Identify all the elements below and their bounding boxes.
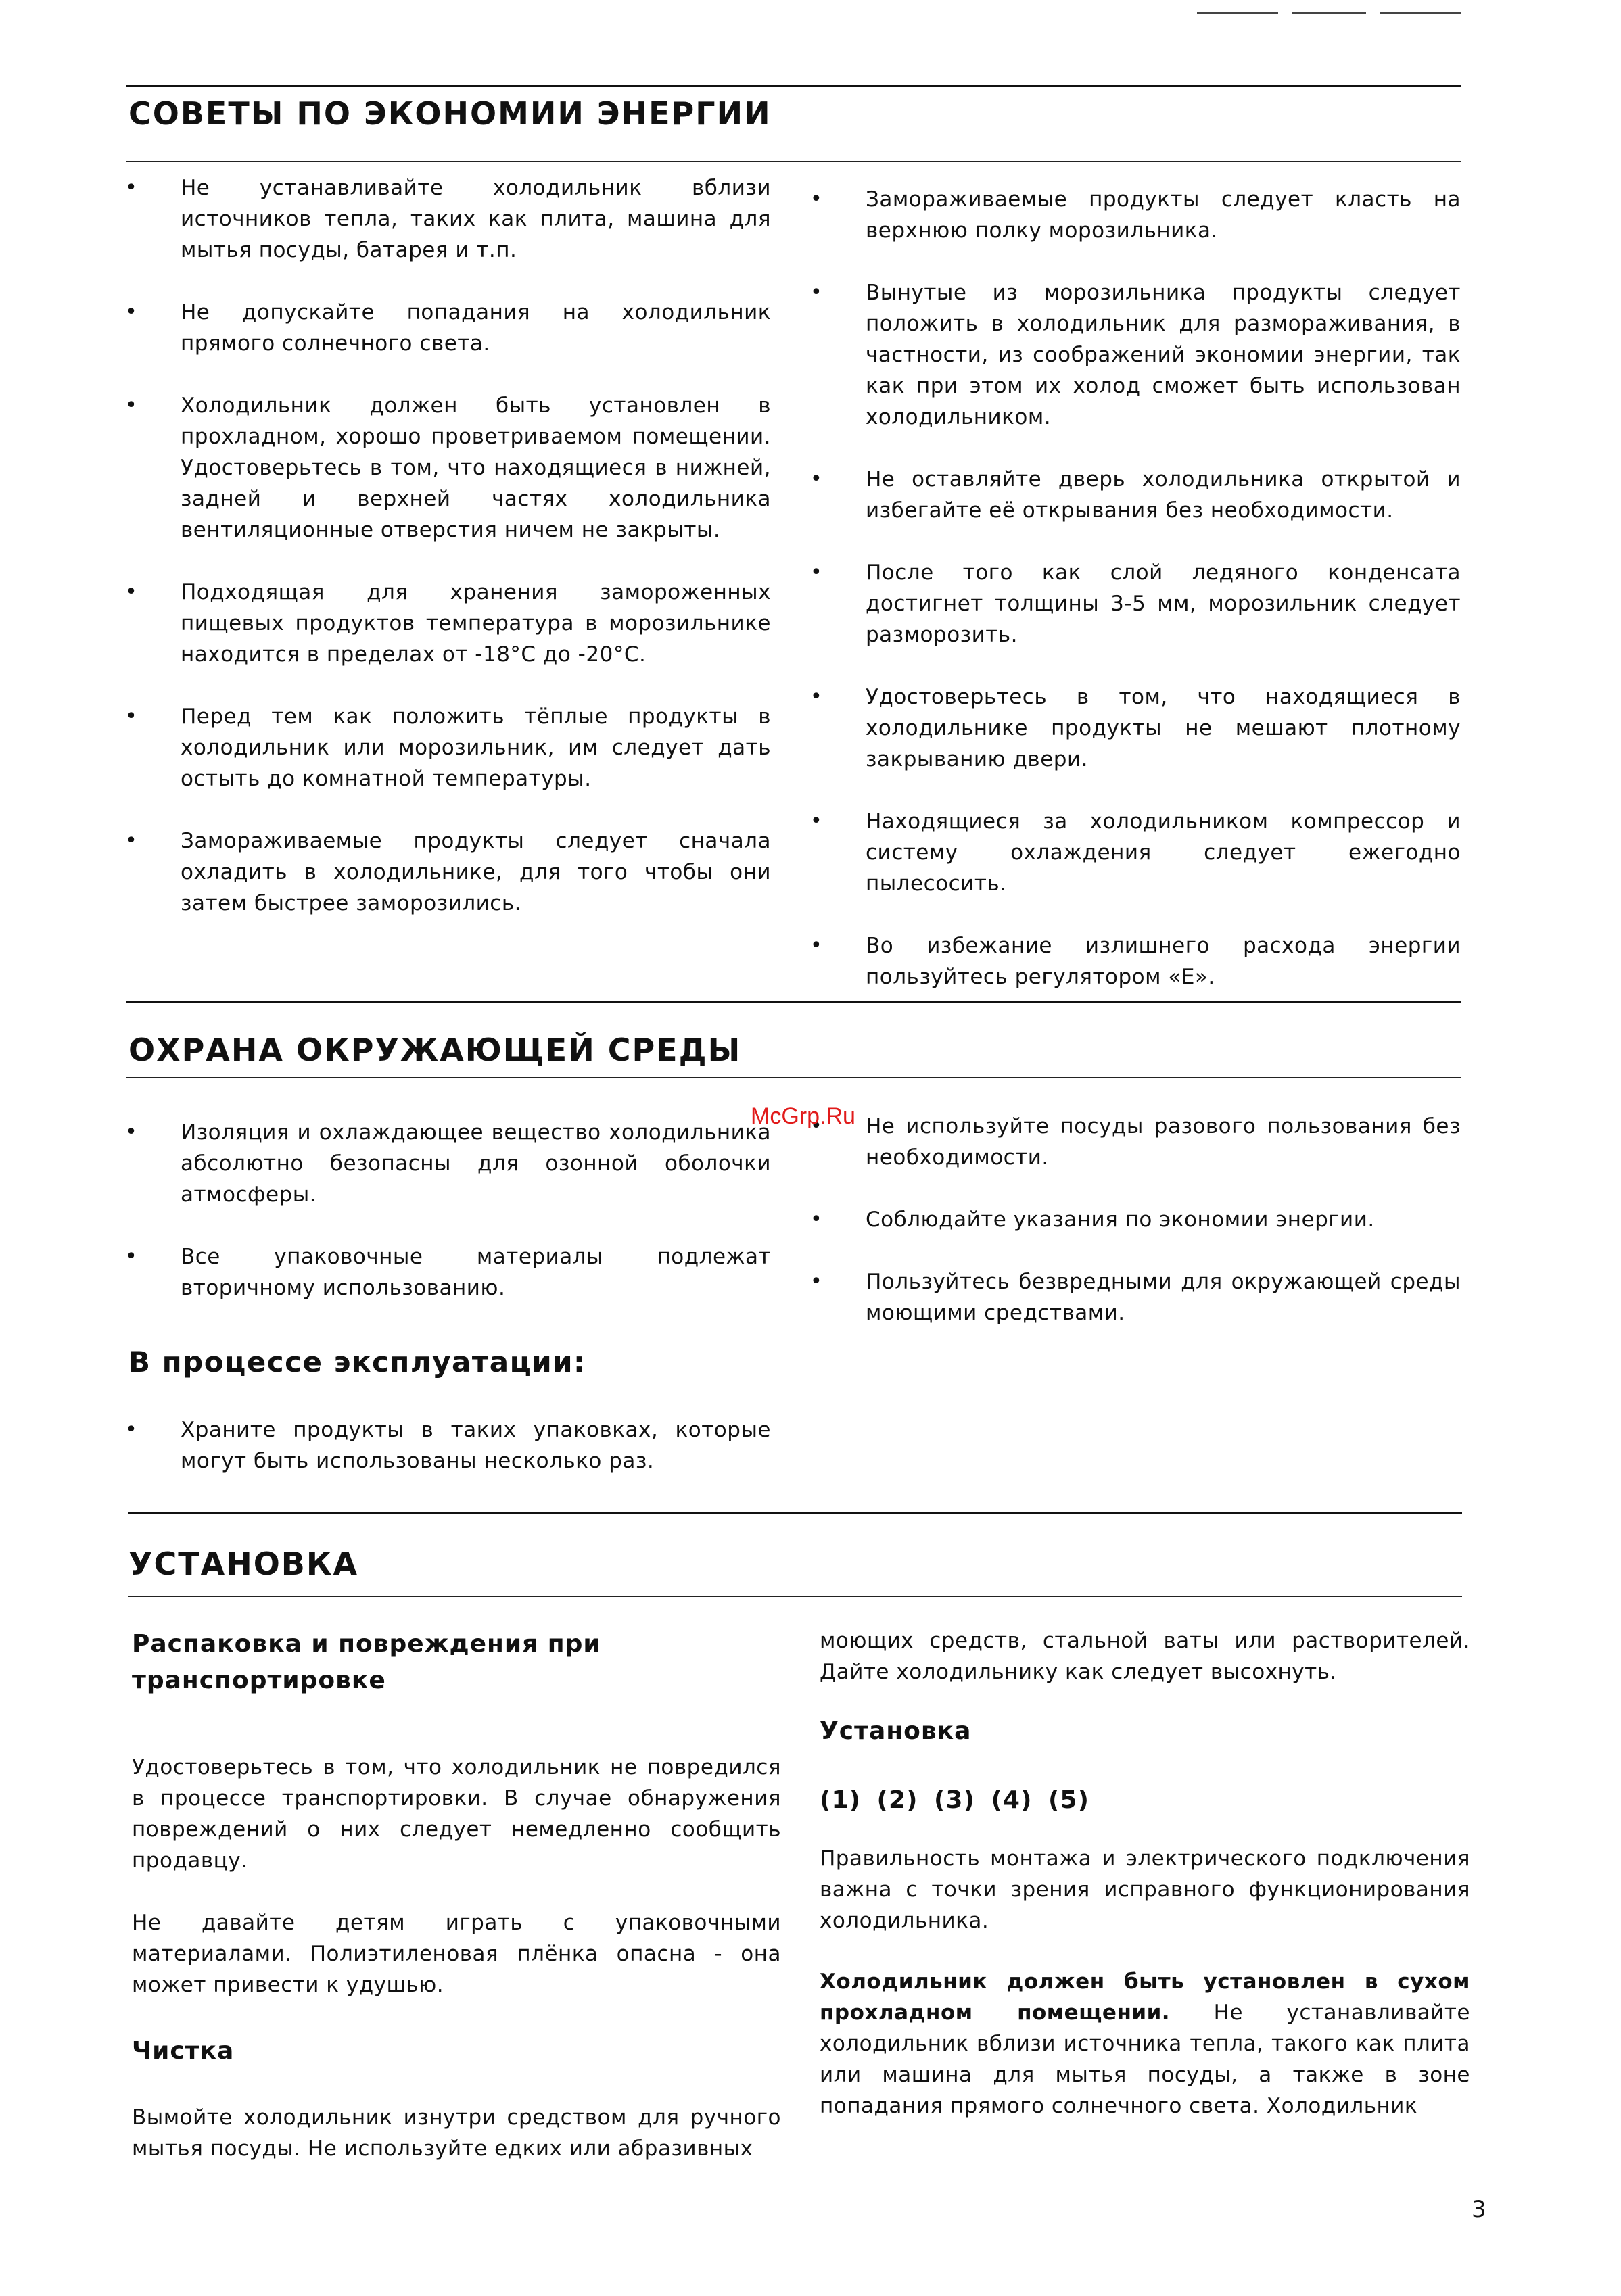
watermark: McGrp.Ru (751, 1103, 855, 1129)
install-left-column (132, 1626, 781, 2164)
list-item: • Не оставляйте дверь холодильника открытой и избегайте её открывания без необходимости. (810, 464, 1461, 526)
list-item: • Подходящая для хранения замороженных пищевых продуктов температура в морозильнике находится в пределах от -18°С до -20°С. (125, 577, 771, 670)
install-right-column (820, 1625, 1470, 2122)
list-item: • После того как слой ледяного конденсата достигнет толщины 3-5 мм, морозильник следует разморозить. (810, 557, 1461, 650)
list-item: • Холодильник должен быть установлен в прохладном, хорошо проветриваемом помещении. Удостоверьтесь в том, что находящиеся в нижней, задней и верхней частях холодильника вентиляционные отверстия ничем не закрыты. (125, 390, 771, 546)
list-item: • Все упаковочные материалы подлежат вторичному использованию. (125, 1241, 771, 1304)
figure-references: (1) (2) (3) (4) (5) (820, 1786, 1089, 1814)
corner-mark (1197, 12, 1278, 14)
operation-column (125, 1414, 771, 1477)
environment-right-list (810, 1111, 1461, 1329)
corner-mark (1292, 12, 1366, 14)
page-number: 3 (1472, 2196, 1486, 2223)
cleaning-paragraph: Вымойте холодильник изнутри средством для ручного мытья посуды. Не используйте едких или абразивных (132, 2105, 781, 2161)
list-item: • Во избежание излишнего расхода энергии пользуйтесь регулятором «Е». (810, 930, 1461, 992)
environment-section-title: ОХРАНА ОКРУЖАЮЩЕЙ СРЕДЫ (128, 1032, 742, 1068)
list-item: • Пользуйтесь безвредными для окружающей среды моющими средствами. (810, 1266, 1461, 1329)
cleaning-subtitle: Чистка (132, 2037, 235, 2065)
section-rule-bottom (126, 1077, 1461, 1078)
section-rule-top (128, 1512, 1462, 1514)
setup-paragraph-2 (820, 1966, 1470, 2122)
list-item: • Соблюдайте указания по экономии энергии. (810, 1204, 1461, 1235)
setup-paragraph-1: Правильность монтажа и электрического подключения важна с точки зрения исправного функционирования холодильника. (820, 1846, 1470, 1933)
operation-list (125, 1414, 771, 1477)
cleaning-paragraph-continued: моющих средств, стальной ваты или растворителей. Дайте холодильнику как следует высохнуть. (820, 1629, 1470, 1684)
list-item: • Не допускайте попадания на холодильник прямого солнечного света. (125, 297, 771, 359)
energy-right-column (810, 184, 1461, 992)
list-item: • Вынутые из морозильника продукты следует положить в холодильник для размораживания, в частности, из соображений экономии энергии, так как при этом их холод сможет быть использован холодильником. (810, 277, 1461, 433)
unpack-paragraph-2: Не давайте детям играть с упаковочными материалами. Полиэтиленовая плёнка опасна - она может привести к удушью. (132, 1911, 781, 1997)
section-rule-bottom (126, 161, 1461, 162)
spacer (132, 1699, 781, 1752)
unpack-paragraph-1: Удостоверьтесь в том, что холодильник не повредился в процессе транспортировки. В случае обнаружения повреждений о них следует немедленно сообщить продавцу. (132, 1755, 781, 1873)
list-item: • Перед тем как положить тёплые продукты в холодильник или морозильник, им следует дать остыть до комнатной температуры. (125, 701, 771, 794)
corner-mark (1380, 12, 1461, 14)
setup-paragraph-2-rest: Не устанавливайте холодильник вблизи источника тепла, такого как плита или машина для мытья посуды, а также в зоне попадания прямого солнечного света. Холодильник (820, 2001, 1471, 2118)
section-rule-top (126, 1001, 1461, 1003)
section-rule-top (126, 85, 1461, 87)
spacer (132, 1876, 781, 1907)
environment-right-column (810, 1111, 1461, 1329)
spacer (820, 1688, 1470, 1713)
list-item: • Не используйте посуды разового пользования без необходимости. (810, 1111, 1461, 1173)
spacer (820, 1819, 1470, 1843)
energy-section-title: СОВЕТЫ ПО ЭКОНОМИИ ЭНЕРГИИ (128, 95, 772, 132)
environment-left-column (125, 1117, 771, 1304)
list-item: • Замораживаемые продукты следует сначала охладить в холодильнике, для того чтобы они затем быстрее заморозились. (125, 826, 771, 919)
setup-subtitle: Установка (820, 1717, 972, 1745)
list-item: • Храните продукты в таких упаковках, которые могут быть использованы несколько раз. (125, 1414, 771, 1477)
unpack-subtitle: Распаковка и повреждения при транспортировке (132, 1630, 601, 1694)
spacer (820, 1936, 1470, 1966)
list-item: • Изоляция и охлаждающее вещество холодильника абсолютно безопасны для озонной оболочки атмосферы. (125, 1117, 771, 1210)
install-section-title: УСТАНОВКА (128, 1546, 359, 1582)
environment-left-list (125, 1117, 771, 1304)
setup-paragraph-2-bold: Холодильник должен быть установлен в сухом прохладном помещении. (820, 1969, 1470, 2025)
list-item: • Не устанавливайте холодильник вблизи источников тепла, таких как плита, машина для мытья посуды, батарея и т.п. (125, 172, 771, 266)
spacer (820, 1750, 1470, 1782)
energy-left-column (125, 172, 771, 919)
list-item: • Находящиеся за холодильником компрессор и систему охлаждения следует ежегодно пылесосить. (810, 806, 1461, 899)
energy-left-list (125, 172, 771, 919)
list-item: • Удостоверьтесь в том, что находящиеся в холодильнике продукты не мешают плотному закрыванию двери. (810, 681, 1461, 775)
section-rule-bottom (128, 1596, 1462, 1597)
list-item: • Замораживаемые продукты следует класть на верхнюю полку морозильника. (810, 184, 1461, 246)
operation-subtitle: В процессе эксплуатации: (128, 1345, 586, 1379)
energy-right-list (810, 184, 1461, 992)
spacer (132, 2070, 781, 2102)
spacer (132, 2001, 781, 2033)
